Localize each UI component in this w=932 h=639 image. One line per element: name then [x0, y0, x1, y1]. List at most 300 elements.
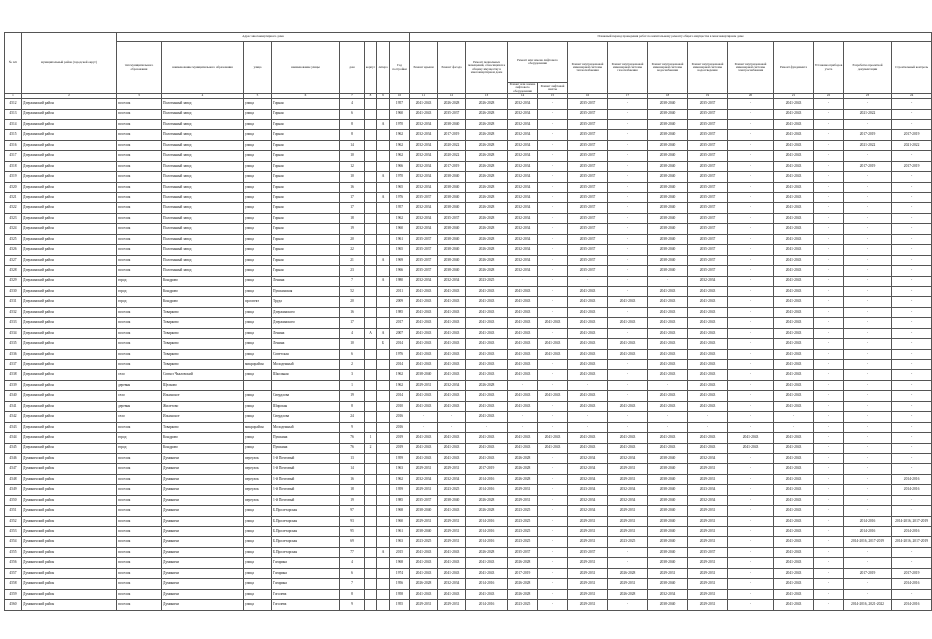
table-cell: 2041-2043: [466, 328, 508, 338]
table-cell: 2041-2043: [466, 558, 508, 568]
table-cell: Горная: [272, 255, 340, 265]
table-cell: 2041-2043: [568, 286, 608, 296]
table-cell: [365, 579, 377, 589]
table-cell: -: [538, 568, 568, 578]
table-cell: 2038-2040: [648, 474, 688, 484]
table-cell: 4537: [5, 360, 22, 370]
table-row: [5, 255, 932, 265]
table-cell: улица: [244, 547, 272, 557]
table-cell: 2023-2025: [508, 527, 538, 537]
table-cell: -: [728, 119, 774, 129]
header-korpus: корпус: [365, 42, 377, 94]
table-cell: 2014-2016: [892, 474, 932, 484]
table-cell: 1962: [390, 151, 410, 161]
table-cell: 2041-2043: [774, 391, 814, 401]
table-cell: поселок: [117, 193, 162, 203]
table-cell: Полотняный завод: [162, 255, 244, 265]
table-cell: улица: [244, 245, 272, 255]
table-cell: 2041-2043: [466, 453, 508, 463]
table-cell: 2032-2034: [508, 130, 538, 140]
table-cell: 52: [340, 286, 365, 296]
table-cell: 1957: [390, 99, 410, 109]
table-row: [5, 360, 932, 370]
table-cell: Дзержинского: [272, 318, 340, 328]
table-cell: -: [892, 224, 932, 234]
header-district: муниципальный район (городской округ): [22, 33, 117, 94]
table-cell: А: [365, 328, 377, 338]
table-cell: 2035-2037: [508, 547, 538, 557]
table-cell: Товарково: [162, 422, 244, 432]
header-roof: Ремонт крыши: [410, 42, 438, 94]
table-cell: Думиничи: [162, 600, 244, 610]
table-cell: 2041-2043: [728, 443, 774, 453]
table-cell: 2038-2040: [648, 255, 688, 265]
table-cell: А: [377, 276, 390, 286]
table-cell: 2041-2043: [774, 328, 814, 338]
table-cell: -: [538, 474, 568, 484]
table-cell: 2041-2043: [774, 203, 814, 213]
table-cell: -: [728, 547, 774, 557]
table-cell: [377, 203, 390, 213]
table-cell: 4514: [5, 119, 22, 129]
table-cell: 2038-2040: [648, 527, 688, 537]
table-cell: 2032-2034: [508, 234, 538, 244]
table-cell: -: [892, 318, 932, 328]
table-cell: 2032-2034: [438, 579, 466, 589]
table-cell: -: [608, 140, 648, 150]
table-cell: [365, 360, 377, 370]
table-cell: 2041-2043: [410, 109, 438, 119]
table-cell: 2029-2031: [438, 537, 466, 547]
table-cell: 2041-2043: [688, 286, 728, 296]
table-cell: 2035-2037: [688, 151, 728, 161]
table-cell: 2041-2043: [508, 443, 538, 453]
table-cell: -: [538, 99, 568, 109]
table-cell: Кондрово: [162, 276, 244, 286]
table-cell: -: [728, 506, 774, 516]
table-cell: 1963: [390, 537, 410, 547]
header-gas: Ремонт внутридомовой инженерной системы газоснабжения: [608, 42, 648, 94]
table-cell: 4523: [5, 213, 22, 223]
table-cell: -: [508, 412, 538, 422]
table-cell: 1980: [390, 276, 410, 286]
table-cell: 2015: [390, 547, 410, 557]
table-cell: 14: [340, 140, 365, 150]
table-cell: [365, 589, 377, 599]
table-cell: поселок: [117, 203, 162, 213]
table-cell: 4513: [5, 109, 22, 119]
table-cell: 1-й Почтовый: [272, 464, 340, 474]
table-row: [5, 266, 932, 276]
table-cell: улица: [244, 391, 272, 401]
table-cell: 2041-2043: [774, 109, 814, 119]
header-foundation: Ремонт подвальных помещений, относящихся к общему имуществу в многоквартирном доме: [466, 42, 508, 94]
table-cell: 24: [340, 412, 365, 422]
table-cell: Думиничский район: [22, 516, 117, 526]
table-cell: 2041-2043: [774, 443, 814, 453]
table-cell: поселок: [117, 495, 162, 505]
table-cell: 2035-2037: [568, 547, 608, 557]
table-cell: 2041-2043: [774, 339, 814, 349]
table-cell: 2041-2043: [648, 370, 688, 380]
table-row: [5, 130, 932, 140]
table-cell: 2023-2025: [466, 276, 508, 286]
table-cell: Горная: [272, 234, 340, 244]
table-cell: поселок: [117, 161, 162, 171]
table-cell: [377, 307, 390, 317]
table-cell: Думиничский район: [22, 558, 117, 568]
table-cell: 2032-2034: [508, 172, 538, 182]
table-cell: [365, 203, 377, 213]
table-cell: -: [538, 360, 568, 370]
table-row: [5, 600, 932, 610]
table-cell: 2035-2037: [568, 161, 608, 171]
table-row: [5, 495, 932, 505]
table-cell: улица: [244, 286, 272, 296]
table-cell: Гагарина: [272, 558, 340, 568]
table-row: [5, 391, 932, 401]
table-cell: 2029-2031: [688, 527, 728, 537]
table-cell: Горная: [272, 266, 340, 276]
table-cell: -: [814, 213, 844, 223]
table-cell: -: [538, 193, 568, 203]
table-cell: Молодежный: [272, 360, 340, 370]
table-cell: 2041-2043: [774, 119, 814, 129]
header-elevator: Ремонт или замена лифтового оборудования: [508, 42, 568, 83]
table-row: [5, 245, 932, 255]
table-row: [5, 558, 932, 568]
table-cell: -: [728, 203, 774, 213]
table-cell: город: [117, 276, 162, 286]
table-cell: 2041-2043: [688, 391, 728, 401]
table-cell: -: [608, 245, 648, 255]
table-cell: поселок: [117, 266, 162, 276]
table-cell: Свердлова: [272, 412, 340, 422]
table-cell: поселок: [117, 119, 162, 129]
table-cell: 2041-2043: [648, 391, 688, 401]
column-number: 5: [244, 94, 272, 99]
table-cell: 2: [340, 360, 365, 370]
table-cell: 2041-2043: [438, 307, 466, 317]
table-cell: 4530: [5, 286, 22, 296]
table-cell: улица: [244, 537, 272, 547]
table-cell: 2041-2043: [438, 328, 466, 338]
table-cell: поселок: [117, 568, 162, 578]
table-cell: 2041-2043: [774, 516, 814, 526]
table-cell: 2038-2040: [438, 495, 466, 505]
table-cell: Дзержинский район: [22, 307, 117, 317]
table-cell: [365, 547, 377, 557]
table-cell: -: [892, 464, 932, 474]
table-cell: 2041-2043: [438, 297, 466, 307]
table-cell: [377, 600, 390, 610]
table-cell: 2038-2040: [648, 109, 688, 119]
table-cell: поселок: [117, 151, 162, 161]
table-cell: 2029-2031: [688, 464, 728, 474]
table-cell: Кондрово: [162, 297, 244, 307]
table-cell: 1: [340, 380, 365, 390]
table-cell: -: [892, 193, 932, 203]
table-cell: 2041-2043: [648, 286, 688, 296]
table-cell: 6: [340, 109, 365, 119]
table-cell: -: [608, 360, 648, 370]
table-cell: 4557: [5, 568, 22, 578]
table-cell: 4536: [5, 349, 22, 359]
table-cell: -: [844, 401, 892, 411]
table-cell: 6: [340, 349, 365, 359]
table-cell: 2026-2028: [466, 172, 508, 182]
table-cell: поселок: [117, 99, 162, 109]
table-cell: 2019: [390, 443, 410, 453]
table-cell: -: [814, 464, 844, 474]
table-cell: 4540: [5, 391, 22, 401]
table-cell: 2026-2028: [466, 119, 508, 129]
table-cell: 2041-2043: [466, 443, 508, 453]
table-cell: 2041-2043: [774, 349, 814, 359]
table-cell: улица: [244, 443, 272, 453]
table-cell: Горная: [272, 203, 340, 213]
table-cell: поселок: [117, 474, 162, 484]
table-cell: -: [892, 401, 932, 411]
table-cell: поселок: [117, 547, 162, 557]
table-cell: Дзержинский район: [22, 380, 117, 390]
table-cell: микрорайон: [244, 360, 272, 370]
table-cell: 2014-2016: [466, 516, 508, 526]
table-row: [5, 203, 932, 213]
table-cell: Полотняный завод: [162, 193, 244, 203]
table-cell: 2032-2034: [648, 589, 688, 599]
table-cell: 2038-2040: [648, 161, 688, 171]
table-cell: 2035-2037: [568, 245, 608, 255]
table-cell: 17: [340, 318, 365, 328]
table-cell: 2029-2031: [688, 506, 728, 516]
table-cell: 2041-2043: [774, 255, 814, 265]
table-cell: 2041-2043: [508, 401, 538, 411]
table-cell: 2041-2043: [410, 547, 438, 557]
table-cell: [377, 506, 390, 516]
table-cell: 2041-2043: [608, 433, 648, 443]
table-cell: -: [608, 558, 648, 568]
table-cell: 2023-2025: [608, 537, 648, 547]
table-cell: 2035-2037: [438, 109, 466, 119]
table-cell: Дзержинский район: [22, 318, 117, 328]
table-cell: 4543: [5, 422, 22, 432]
table-cell: -: [568, 412, 608, 422]
table-cell: поселок: [117, 537, 162, 547]
table-cell: 2041-2043: [648, 328, 688, 338]
table-cell: 2035-2037: [688, 234, 728, 244]
table-cell: -: [892, 506, 932, 516]
header-mo-type: тип муниципального образования: [117, 42, 162, 94]
table-cell: 4517: [5, 151, 22, 161]
table-cell: А: [377, 547, 390, 557]
table-cell: 2032-2034: [508, 193, 538, 203]
table-cell: -: [844, 203, 892, 213]
table-cell: 2014-2016: [892, 527, 932, 537]
table-row: [5, 339, 932, 349]
table-cell: 2023-2034: [568, 485, 608, 495]
table-cell: 2014-2016, 2017-2019: [892, 516, 932, 526]
table-cell: Дзержинский район: [22, 130, 117, 140]
table-cell: [377, 474, 390, 484]
table-cell: -: [728, 99, 774, 109]
table-cell: улица: [244, 412, 272, 422]
table-cell: деревня: [117, 380, 162, 390]
table-cell: 2035-2037: [688, 130, 728, 140]
table-cell: -: [892, 547, 932, 557]
table-row: [5, 328, 932, 338]
table-cell: -: [892, 297, 932, 307]
table-cell: Дзержинский район: [22, 339, 117, 349]
table-cell: -: [568, 276, 608, 286]
table-cell: -: [844, 495, 892, 505]
table-cell: 2023-2025: [508, 600, 538, 610]
table-cell: 2032-2034: [410, 140, 438, 150]
table-cell: 2023-2025: [508, 506, 538, 516]
table-cell: поселок: [117, 224, 162, 234]
table-cell: [365, 506, 377, 516]
table-cell: [365, 172, 377, 182]
table-cell: 95: [340, 527, 365, 537]
table-cell: -: [538, 600, 568, 610]
table-cell: Дзержинский район: [22, 412, 117, 422]
table-cell: 2041-2043: [774, 464, 814, 474]
table-cell: -: [814, 109, 844, 119]
table-cell: [365, 193, 377, 203]
table-cell: 2038-2040: [648, 464, 688, 474]
table-cell: 2041-2043: [728, 433, 774, 443]
table-cell: 2026-2028: [508, 474, 538, 484]
table-cell: [377, 568, 390, 578]
table-cell: Гагарина: [272, 568, 340, 578]
table-cell: поселок: [117, 589, 162, 599]
table-cell: -: [844, 443, 892, 453]
table-cell: улица: [244, 140, 272, 150]
table-row: [5, 370, 932, 380]
table-cell: -: [844, 547, 892, 557]
table-cell: 2035-2037: [568, 224, 608, 234]
table-cell: Ильинское: [162, 412, 244, 422]
table-cell: переулок: [244, 485, 272, 495]
table-cell: [365, 99, 377, 109]
table-cell: Полотняный завод: [162, 140, 244, 150]
table-cell: Дзержинский район: [22, 266, 117, 276]
table-row: [5, 172, 932, 182]
table-cell: -: [844, 99, 892, 109]
table-cell: [377, 151, 390, 161]
table-cell: 2021-2022: [844, 109, 892, 119]
table-cell: 16: [340, 307, 365, 317]
table-cell: -: [608, 99, 648, 109]
table-cell: улица: [244, 213, 272, 223]
table-cell: 2041-2043: [508, 349, 538, 359]
table-cell: -: [728, 151, 774, 161]
table-cell: 20: [340, 234, 365, 244]
table-cell: 4554: [5, 537, 22, 547]
table-cell: -: [608, 391, 648, 401]
table-cell: 4529: [5, 276, 22, 286]
table-cell: 2041-2043: [774, 401, 814, 411]
table-cell: -: [538, 558, 568, 568]
table-row: [5, 99, 932, 109]
table-cell: улица: [244, 203, 272, 213]
table-cell: 2041-2043: [568, 349, 608, 359]
table-cell: 2038-2040: [648, 453, 688, 463]
table-cell: -: [844, 412, 892, 422]
table-row: [5, 579, 932, 589]
table-cell: Дзержинский район: [22, 99, 117, 109]
table-cell: 4522: [5, 203, 22, 213]
table-cell: 1959: [390, 453, 410, 463]
table-cell: Дзержинский район: [22, 370, 117, 380]
table-row: [5, 453, 932, 463]
table-cell: -: [814, 516, 844, 526]
table-cell: 2041-2043: [438, 391, 466, 401]
table-cell: 2041-2043: [774, 568, 814, 578]
table-cell: Полотняный завод: [162, 161, 244, 171]
table-cell: 2032-2034: [568, 474, 608, 484]
table-cell: улица: [244, 506, 272, 516]
table-cell: -: [538, 307, 568, 317]
table-cell: 2041-2043: [774, 370, 814, 380]
table-cell: поселок: [117, 130, 162, 140]
table-cell: 2041-2043: [774, 213, 814, 223]
table-cell: [377, 286, 390, 296]
table-cell: 2032-2034: [568, 464, 608, 474]
table-cell: поселок: [117, 464, 162, 474]
table-cell: улица: [244, 370, 272, 380]
table-cell: 2029-2031: [688, 589, 728, 599]
table-cell: Думиничи: [162, 537, 244, 547]
table-cell: 2041-2043: [410, 453, 438, 463]
table-cell: -: [892, 276, 932, 286]
table-cell: -: [814, 151, 844, 161]
table-cell: 2029-2031: [438, 464, 466, 474]
table-cell: [365, 391, 377, 401]
table-cell: [272, 380, 340, 390]
table-cell: -: [728, 245, 774, 255]
table-cell: 2041-2043: [410, 307, 438, 317]
table-cell: [365, 558, 377, 568]
table-row: [5, 412, 932, 422]
table-cell: 2041-2043: [438, 453, 466, 463]
table-cell: Дзержинский район: [22, 433, 117, 443]
table-cell: деревня: [117, 401, 162, 411]
table-cell: 2041-2043: [466, 318, 508, 328]
table-cell: проспект: [244, 297, 272, 307]
table-cell: Полотняный завод: [162, 203, 244, 213]
table-cell: [365, 568, 377, 578]
table-cell: 2014-2016: [844, 516, 892, 526]
table-cell: Свердлова: [272, 391, 340, 401]
table-cell: 2041-2043: [508, 307, 538, 317]
table-cell: Дзержинского: [272, 307, 340, 317]
table-cell: [377, 443, 390, 453]
table-cell: А: [377, 255, 390, 265]
table-cell: 2041-2043: [438, 589, 466, 599]
table-cell: -: [892, 339, 932, 349]
table-cell: Полотняный завод: [162, 182, 244, 192]
column-number: 1: [5, 94, 22, 99]
table-cell: поселок: [117, 234, 162, 244]
table-cell: Горная: [272, 161, 340, 171]
table-cell: -: [538, 453, 568, 463]
table-cell: 2035-2037: [688, 245, 728, 255]
table-cell: 2035-2037: [568, 109, 608, 119]
table-cell: 2014-2016: [892, 579, 932, 589]
table-cell: поселок: [117, 109, 162, 119]
table-cell: 2032-2034: [688, 453, 728, 463]
